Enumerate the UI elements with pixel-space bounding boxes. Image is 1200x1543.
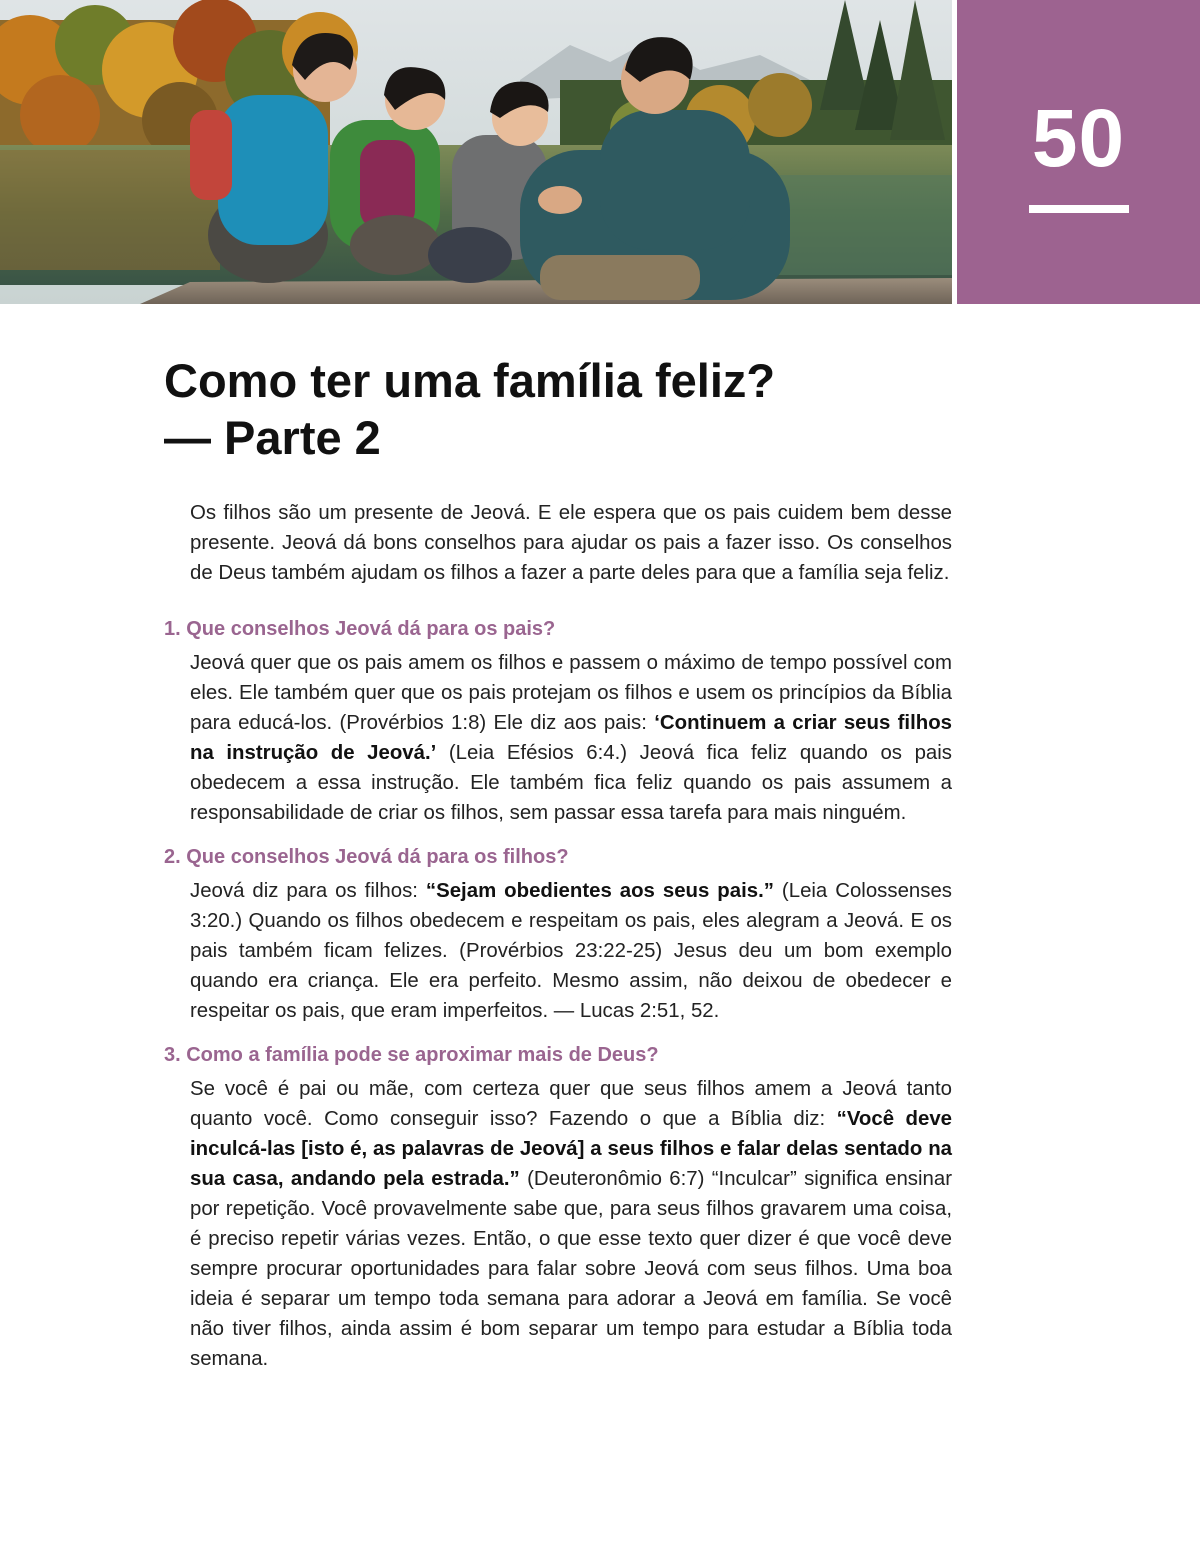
question-heading-3: 3. Como a família pode se aproximar mais de Deus?: [164, 1044, 659, 1066]
hero-photo: [0, 0, 952, 304]
answer-paragraph-2: [190, 876, 952, 1026]
answer-1-text-a: Jeová quer que os pais amem os filhos e passem o máximo de tempo possível com eles. Ele também quer que os pais protejam os filhos e usem os princípios da Bíblia para educá-los. (Provérbios 1:8) Ele diz aos pais:: [190, 652, 952, 734]
question-heading-1: 1. Que conselhos Jeová dá para os pais?: [164, 618, 556, 640]
article-body: [164, 498, 952, 1374]
answer-2-text-a: Jeová diz para os filhos:: [190, 880, 426, 902]
intro-paragraph: Os filhos são um presente de Jeová. E ele espera que os pais cuidem bem desse presente. Jeová dá bons conselhos para ajudar os pais a fazer isso. Os conselhos de Deus também ajudam os filhos a fazer a parte deles para que a família seja feliz.: [190, 502, 952, 584]
question-heading-2: 2. Que conselhos Jeová dá para os filhos?: [164, 846, 569, 868]
answer-2-text-b: (Leia Colossenses 3:20.) Quando os filhos obedecem e respeitam os pais, eles alegram a Jeová. E os pais também ficam felizes. (Provérbios 23:22-25) Jesus deu um bom exemplo quando era criança. Ele era perfeito. Mesmo assim, não deixou de obedecer e respeitar os pais, que eram imperfeitos. — Lucas 2:51, 52.: [190, 880, 952, 1022]
title-line-2: — Parte 2: [164, 411, 381, 464]
title-line-1: Como ter uma família feliz?: [164, 354, 776, 407]
family-by-lake-image: [0, 0, 952, 304]
lesson-number: 50: [1031, 93, 1126, 184]
page-title: [164, 352, 964, 466]
answer-3-text-b: (Deuteronômio 6:7) “Inculcar” significa ensinar por repetição. Você provavelmente sabe que, para seus filhos gravarem uma coisa, é preciso repetir várias vezes. Então, o que esse texto quer dizer é que você deve sempre procurar oportunidades para falar sobre Jeová com seus filhos. Uma boa ideia é separar um tempo toda semana para adorar a Jeová em família. Se você não tiver filhos, ainda assim é bom separar um tempo para estudar a Bíblia toda semana.: [190, 1168, 952, 1370]
answer-3-text-a: Se você é pai ou mãe, com certeza quer que seus filhos amem a Jeová tanto quanto você. Como conseguir isso? Fazendo o que a Bíblia diz:: [190, 1078, 952, 1130]
answer-1-text-b: (Leia Efésios 6:4.) Jeová fica feliz quando os pais obedecem a essa instrução. Ele também fica feliz quando os pais assumem a responsabilidade de criar os filhos, sem passar essa tarefa para mais ninguém.: [190, 742, 953, 824]
lesson-number-tab: [957, 0, 1200, 304]
lesson-number-underline: [1029, 205, 1129, 213]
answer-paragraph-1: [190, 648, 952, 828]
answer-3-quote: “Você deve inculcá-las [isto é, as palavras de Jeová] a seus filhos e falar delas sentado na sua casa, andando pela estrada.”: [190, 1108, 953, 1190]
answer-2-quote: “Sejam obedientes aos seus pais.”: [425, 880, 774, 902]
answer-paragraph-3: [190, 1074, 952, 1374]
answer-1-quote: ‘Continuem a criar seus filhos na instrução de Jeová.’: [190, 712, 952, 764]
